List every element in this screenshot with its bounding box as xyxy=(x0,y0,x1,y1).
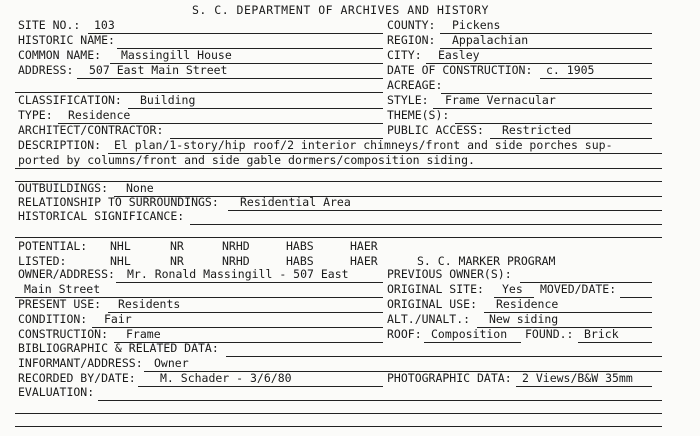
photographic-data-line xyxy=(516,386,652,387)
public-access-label: PUBLIC ACCESS: xyxy=(387,123,484,137)
recorded-by-value: M. Schader - 3/6/80 xyxy=(160,371,292,385)
evaluation-rule-2 xyxy=(15,413,662,414)
region-label: REGION: xyxy=(387,33,436,47)
evaluation-line xyxy=(98,400,662,401)
description-rule-2 xyxy=(15,168,662,169)
description-line-1: El plan/1-story/hip roof/2 interior chimneys/front and side porches sup- xyxy=(114,138,613,152)
alt-unalt-label: ALT./UNALT.: xyxy=(387,312,471,326)
listed-nr: NR xyxy=(170,254,184,268)
listed-nrhd: NRHD xyxy=(222,254,250,268)
site-no-value: 103 xyxy=(94,18,115,32)
owner-address-line xyxy=(116,282,383,283)
photographic-data-value: 2 Views/B&W 35mm xyxy=(522,371,633,385)
listed-label: LISTED: xyxy=(18,254,67,268)
potential-nhl: NHL xyxy=(110,239,131,253)
condition-value: Fair xyxy=(104,312,132,326)
historical-significance-line xyxy=(190,224,662,225)
type-label: TYPE: xyxy=(18,108,53,122)
architect-label: ARCHITECT/CONTRACTOR: xyxy=(18,123,164,137)
roof-label: ROOF: xyxy=(387,327,422,341)
city-label: CITY: xyxy=(387,48,422,62)
construction-value: Frame xyxy=(126,327,161,341)
present-use-label: PRESENT USE: xyxy=(18,297,102,311)
evaluation-label: EVALUATION: xyxy=(18,385,95,399)
present-use-value: Residents xyxy=(118,297,181,311)
classification-value: Building xyxy=(140,93,196,107)
listed-haer: HAER xyxy=(350,254,378,268)
potential-haer: HAER xyxy=(350,239,378,253)
original-site-value: Yes xyxy=(502,282,523,296)
recorded-by-line xyxy=(138,386,383,387)
address-line xyxy=(77,78,383,79)
city-value: Easley xyxy=(438,48,480,62)
original-use-value: Residence xyxy=(496,297,559,311)
bibliographic-label: BIBLIOGRAPHIC & RELATED DATA: xyxy=(18,341,219,355)
listed-habs: HABS xyxy=(286,254,314,268)
original-use-label: ORIGINAL USE: xyxy=(387,297,478,311)
style-value: Frame Vernacular xyxy=(445,93,556,107)
date-of-construction-line xyxy=(540,78,652,79)
marker-program: S. C. MARKER PROGRAM xyxy=(417,254,556,268)
foundation-line xyxy=(578,342,652,343)
type-value: Residence xyxy=(68,108,131,122)
description-line-2: ported by columns/front and side gable dormers/composition siding. xyxy=(18,153,475,167)
owner-address-value-2: Main Street xyxy=(24,282,101,296)
form-title: S. C. DEPARTMENT OF ARCHIVES AND HISTORY xyxy=(192,3,489,17)
outbuildings-value: None xyxy=(126,181,154,195)
foundation-label: FOUND.: xyxy=(525,327,574,341)
informant-value: Owner xyxy=(154,356,189,370)
style-label: STYLE: xyxy=(387,93,429,107)
potential-label: POTENTIAL: xyxy=(18,239,88,253)
common-name-value: Massingill House xyxy=(121,48,232,62)
relationship-value: Residential Area xyxy=(240,195,351,209)
address-value: 507 East Main Street xyxy=(89,63,228,77)
classification-line xyxy=(128,108,383,109)
style-line xyxy=(433,108,652,109)
moved-date-line xyxy=(620,297,652,298)
region-value: Appalachian xyxy=(452,33,529,47)
site-no-label: SITE NO.: xyxy=(18,18,81,32)
classification-label: CLASSIFICATION: xyxy=(18,93,122,107)
relationship-label: RELATIONSHIP TO SURROUNDINGS: xyxy=(18,195,219,209)
previous-owners-label: PREVIOUS OWNER(S): xyxy=(387,267,512,281)
site-no-line xyxy=(88,33,383,34)
description-rule-3 xyxy=(15,181,662,182)
county-label: COUNTY: xyxy=(387,18,436,32)
potential-habs: HABS xyxy=(286,239,314,253)
present-use-line xyxy=(108,312,383,313)
informant-label: INFORMANT/ADDRESS: xyxy=(18,356,143,370)
historic-name-label: HISTORIC NAME: xyxy=(18,33,115,47)
description-label: DESCRIPTION: xyxy=(18,138,102,152)
common-name-label: COMMON NAME: xyxy=(18,48,102,62)
county-value: Pickens xyxy=(452,18,501,32)
date-of-construction-value: c. 1905 xyxy=(546,63,595,77)
address-label: ADDRESS: xyxy=(18,63,74,77)
acreage-label: ACREAGE: xyxy=(387,78,443,92)
public-access-value: Restricted xyxy=(502,123,572,137)
foundation-value: Brick xyxy=(584,327,619,341)
bibliographic-line xyxy=(226,356,662,357)
owner-address-label: OWNER/ADDRESS: xyxy=(18,267,115,281)
potential-nrhd: NRHD xyxy=(222,239,250,253)
outbuildings-label: OUTBUILDINGS: xyxy=(18,181,109,195)
historical-significance-label: HISTORICAL SIGNIFICANCE: xyxy=(18,209,185,223)
construction-label: CONSTRUCTION: xyxy=(18,327,109,341)
roof-line xyxy=(424,342,521,343)
owner-address-value: Mr. Ronald Massingill - 507 East xyxy=(127,267,349,281)
evaluation-rule-3 xyxy=(15,426,662,427)
themes-label: THEME(S): xyxy=(387,108,450,122)
listed-nhl: NHL xyxy=(110,254,131,268)
relationship-line xyxy=(228,210,662,211)
historical-significance-rule-2 xyxy=(15,237,662,238)
moved-date-label: MOVED/DATE: xyxy=(540,282,617,296)
original-site-label: ORIGINAL SITE: xyxy=(387,282,484,296)
date-of-construction-label: DATE OF CONSTRUCTION: xyxy=(387,63,533,77)
condition-label: CONDITION: xyxy=(18,312,88,326)
recorded-by-label: RECORDED BY/DATE: xyxy=(18,371,136,385)
photographic-data-label: PHOTOGRAPHIC DATA: xyxy=(387,371,512,385)
roof-value: Composition xyxy=(431,327,508,341)
alt-unalt-value: New siding xyxy=(489,312,559,326)
potential-nr: NR xyxy=(170,239,184,253)
